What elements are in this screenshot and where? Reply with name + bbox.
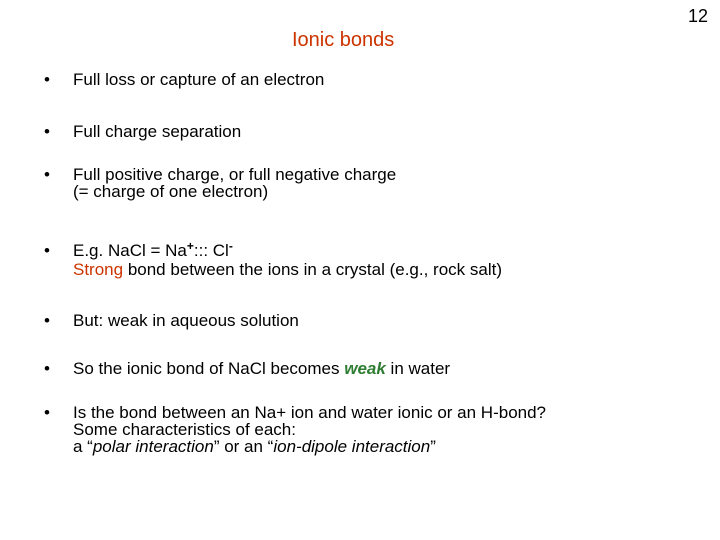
formula-prefix: E.g. NaCl = Na — [73, 241, 187, 260]
strong-bond-line — [73, 261, 693, 278]
bullet-dot: • — [44, 122, 50, 141]
bullet-dot: • — [44, 359, 50, 378]
bullet-text-line-2: (= charge of one electron) — [73, 182, 269, 201]
quote-mid: ” or an “ — [213, 437, 274, 456]
bullet-text-line-2: Some characteristics of each: — [73, 420, 296, 439]
bullet-text-line-1: Is the bond between an Na+ ion and water ionic or an H-bond? — [73, 403, 547, 422]
plus-charge: + — [186, 239, 194, 253]
bullet-text: But: weak in aqueous solution — [73, 311, 299, 330]
weak-word: weak — [344, 359, 386, 378]
bullet-dot: • — [44, 241, 50, 260]
slide-title: Ionic bonds — [292, 29, 395, 51]
bullet-dot: • — [44, 165, 50, 184]
weak-line-prefix: So the ionic bond of NaCl becomes — [73, 359, 345, 378]
strong-word: Strong — [73, 260, 124, 279]
bullet-text-line-1: Full positive charge, or full negative charge — [73, 165, 397, 184]
weak-line-suffix: in water — [385, 359, 451, 378]
bullet-text: Full loss or capture of an electron — [73, 70, 325, 89]
formula-mid: ::: Cl — [193, 241, 229, 260]
bullet-dot: • — [44, 311, 50, 330]
bullet-dot: • — [44, 70, 50, 89]
page-number: 12 — [688, 6, 709, 26]
weak-in-water-line — [73, 360, 693, 377]
ion-dipole-text: ion-dipole interaction — [273, 437, 431, 456]
bullet-dot: • — [44, 403, 50, 422]
strong-bond-rest: bond between the ions in a crystal (e.g., rock salt) — [123, 260, 503, 279]
quote-open: a “ — [73, 437, 93, 456]
bullet-text-line-3 — [73, 438, 693, 455]
minus-charge: - — [228, 239, 233, 253]
bullet-text: Full charge separation — [73, 122, 242, 141]
quote-close: ” — [430, 437, 436, 456]
nacl-formula-line — [73, 239, 693, 261]
polar-interaction-text: polar interaction — [92, 437, 214, 456]
